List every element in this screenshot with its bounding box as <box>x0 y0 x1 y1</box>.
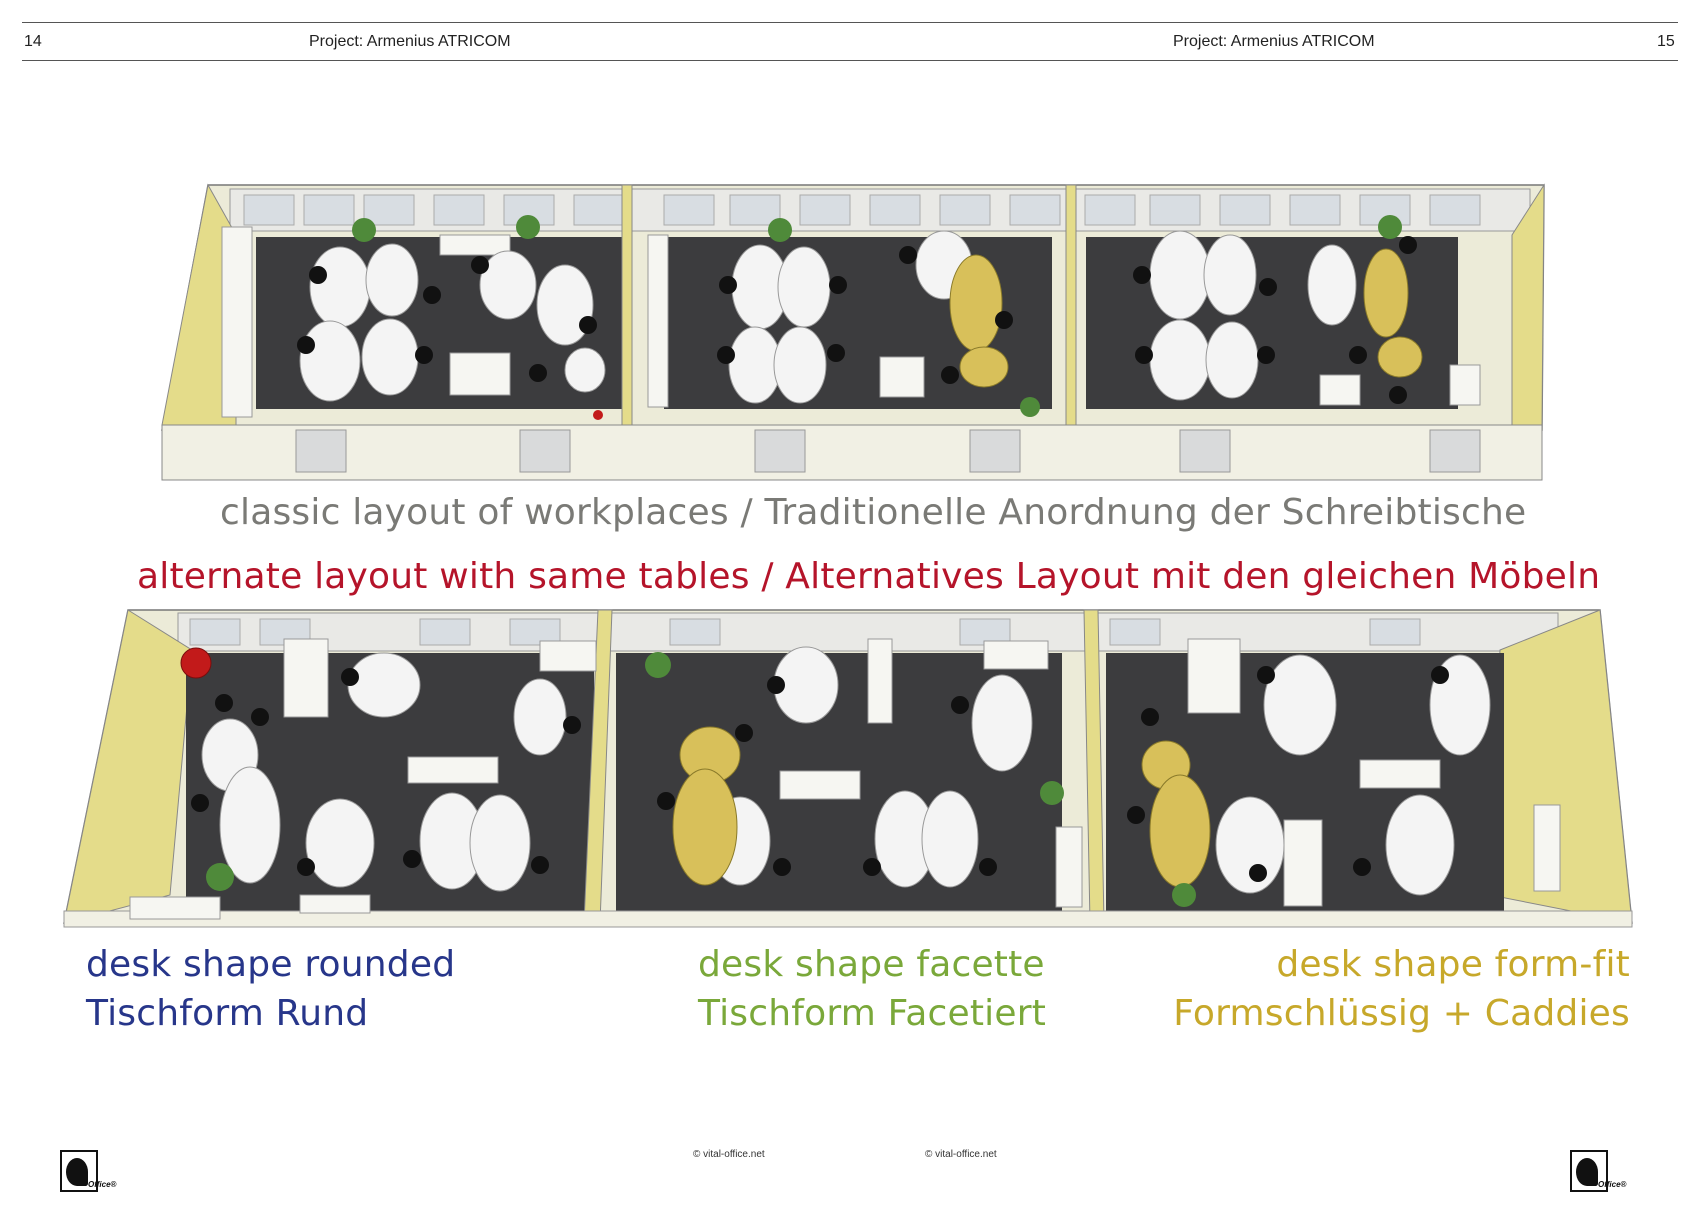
page-number-right: 15 <box>1657 33 1675 50</box>
caption-classic-layout: classic layout of workplaces / Traditionelle Anordnung der Schreibtische <box>220 492 1527 533</box>
vital-office-logo-left <box>60 1150 117 1194</box>
caption-formfit-en: desk shape form-fit <box>1276 944 1630 985</box>
floorplan-classic-illustration <box>0 175 1694 515</box>
logo-left-text: Office® <box>88 1180 117 1189</box>
caption-rounded-de: Tischform Rund <box>86 993 369 1034</box>
vital-office-logo-right <box>1570 1150 1627 1194</box>
header-top-rule <box>22 22 1678 23</box>
floorplan-alternate-illustration <box>0 605 1694 935</box>
caption-rounded-en: desk shape rounded <box>86 944 456 985</box>
caption-facette-de: Tischform Facetiert <box>698 993 1047 1034</box>
copyright-right: © vital-office.net <box>925 1149 997 1160</box>
project-title-right: Project: Armenius ATRICOM <box>1173 33 1375 50</box>
project-title-left: Project: Armenius ATRICOM <box>309 33 511 50</box>
logo-right-text: Office® <box>1598 1180 1627 1189</box>
caption-alternate-layout: alternate layout with same tables / Alternatives Layout mit den gleichen Möbeln <box>137 556 1601 597</box>
caption-facette-en: desk shape facette <box>698 944 1045 985</box>
logo-mark <box>66 1158 88 1186</box>
logo-mark <box>1576 1158 1598 1186</box>
header-bottom-rule <box>22 60 1678 61</box>
copyright-left: © vital-office.net <box>693 1149 765 1160</box>
caption-formfit-de: Formschlüssig + Caddies <box>1173 993 1630 1034</box>
page-number-left: 14 <box>24 33 42 50</box>
